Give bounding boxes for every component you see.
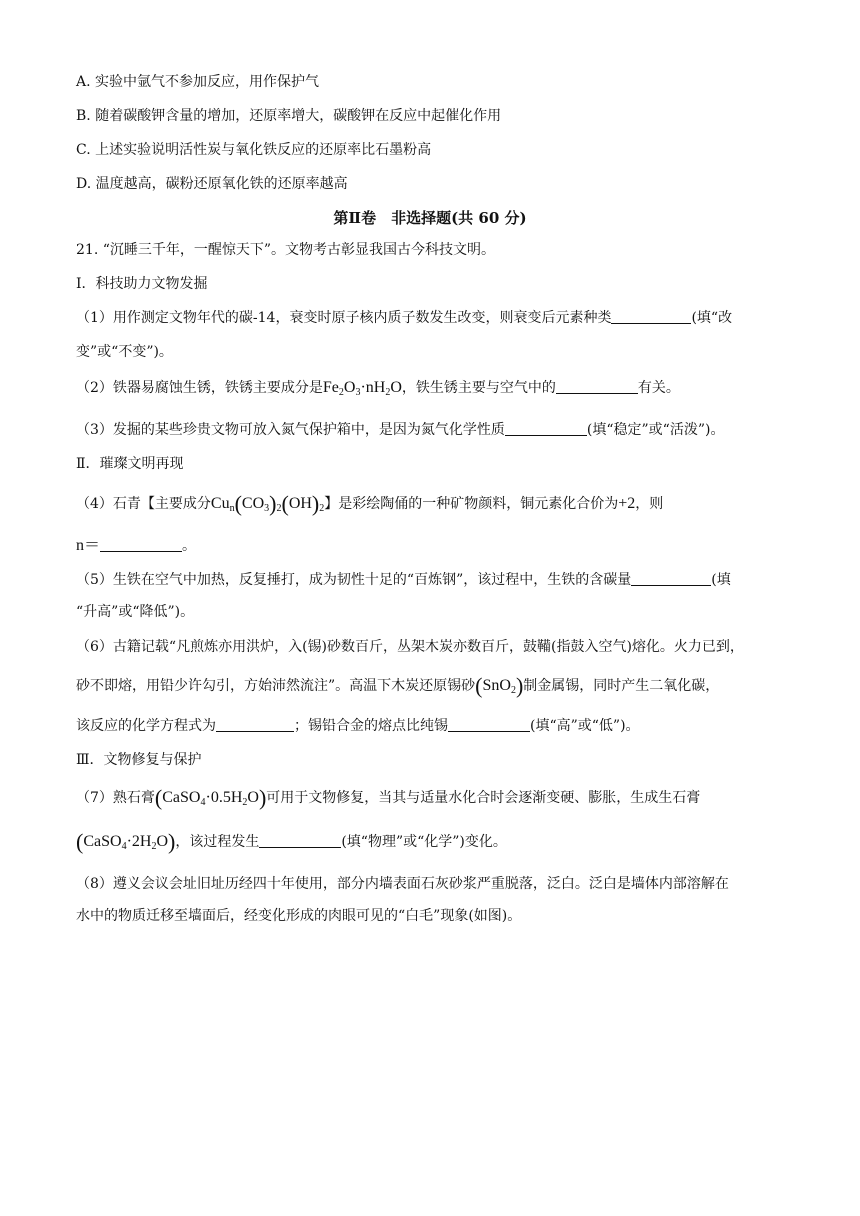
q3-hint: (填“稳定”或“活泼”)。 xyxy=(586,422,725,438)
q4-line1 xyxy=(76,491,800,519)
q7-text-2: 可用于文物修复，当其与适量水化合时会逐渐变硬、膨胀，生成生石膏 xyxy=(266,790,701,806)
q4-valence: +2 xyxy=(618,495,636,512)
q7-line1 xyxy=(76,785,800,813)
q6-text-2: 制金属锡，同时产生二氧化碳， xyxy=(523,678,720,694)
q6-text-4: ；锡铅合金的熔点比纯锡 xyxy=(294,718,448,734)
q7-formula-1: $(CaSO_4\cdot 0.5H_2O)$ xyxy=(154,785,267,810)
q5-text: （5）生铁在空气中加热，反复捶打，成为韧性十足的“百炼钢”，该过程中，生铁的含碳量 xyxy=(76,572,632,588)
part-1-heading: Ⅰ．科技助力文物发掘 xyxy=(76,276,208,292)
q21-intro: 21. “沉睡三千年，一醒惊天下”。文物考古彰显我国古今科技文明。 xyxy=(76,242,496,258)
q7-text-3: ，该过程发生 xyxy=(175,834,260,850)
q6-text-3: 该反应的化学方程式为 xyxy=(76,718,216,734)
q3-line xyxy=(76,420,800,440)
q5-answer-blank[interactable] xyxy=(631,571,711,586)
q5-line2: “升高”或“降低”)。 xyxy=(76,604,195,620)
section-title: 第Ⅱ卷 非选择题(共 60 分) xyxy=(333,209,527,227)
q4-answer-blank[interactable] xyxy=(100,537,182,552)
q4-text-2: 】是彩绘陶俑的一种矿物颜料，铜元素化合价为 xyxy=(324,496,619,512)
part-2-heading: Ⅱ．璀璨文明再现 xyxy=(76,456,184,472)
q7-line2 xyxy=(76,829,800,857)
q7-hint: (填“物理”或“化学”)变化。 xyxy=(341,834,507,850)
q4-text-3: ，则 xyxy=(635,496,664,512)
q4-formula: $Cu_n(CO_3)_2(OH)_2$ xyxy=(210,491,325,516)
option-d: D. 温度越高，碳粉还原氧化铁的还原率越高 xyxy=(76,176,348,192)
q4-n-label: n＝ xyxy=(76,537,101,554)
q1-line1 xyxy=(76,308,800,328)
q4-text: （4）石青【主要成分 xyxy=(76,496,211,512)
q2-formula: $Fe_2O_3\cdot nH_2O$ xyxy=(322,379,402,398)
q4-line2 xyxy=(76,536,800,556)
q5-line1 xyxy=(76,570,800,590)
q3-answer-blank[interactable] xyxy=(505,421,587,436)
q8-line2: 水中的物质迁移至墙面后，经变化形成的肉眼可见的“白毛”现象(如图)。 xyxy=(76,908,522,924)
q6-melting-blank[interactable] xyxy=(448,717,530,732)
q2-line xyxy=(76,378,800,403)
q2-answer-blank[interactable] xyxy=(556,379,638,394)
q2-text-3: 有关。 xyxy=(637,380,680,396)
q7-formula-2: $(CaSO_4\cdot 2H_2O)$ xyxy=(76,829,176,854)
q6-equation-blank[interactable] xyxy=(216,717,294,732)
q1-answer-blank[interactable] xyxy=(611,309,691,324)
q7-answer-blank[interactable] xyxy=(259,833,341,848)
q6-line2 xyxy=(76,673,800,701)
part-3-heading: Ⅲ．文物修复与保护 xyxy=(76,752,202,768)
q6-hint: (填“高”或“低”)。 xyxy=(530,718,640,734)
q6-formula: (SnO$_2$) xyxy=(475,673,524,698)
q1-hint: (填“改 xyxy=(691,310,733,326)
option-c: C. 上述实验说明活性炭与氧化铁反应的还原率比石墨粉高 xyxy=(76,142,432,158)
q8-line1: （8）遵义会议会址旧址历经四十年使用，部分内墙表面石灰砂浆严重脱落，泛白。泛白是墙体内部溶解在 xyxy=(76,876,729,892)
q6-text: 砂不即熔，用铅少许勾引，方始沛然流注”。高温下木炭还原锡砂 xyxy=(76,678,476,694)
option-a: A. 实验中氩气不参加反应，用作保护气 xyxy=(76,74,320,90)
q5-hint: (填 xyxy=(711,572,731,588)
q3-text: （3）发掘的某些珍贵文物可放入氮气保护箱中，是因为氮气化学性质 xyxy=(76,422,505,438)
q6-line1: （6）古籍记载“凡煎炼亦用洪炉，入(锡)砂数百斤，丛架木炭亦数百斤，鼓鞴(指鼓入空气)熔化。火力已到， xyxy=(76,639,744,655)
q6-line3 xyxy=(76,716,800,736)
option-b: B. 随着碳酸钾含量的增加，还原率增大，碳酸钾在反应中起催化作用 xyxy=(76,108,502,124)
q7-text: （7）熟石膏 xyxy=(76,790,155,806)
q4-end: 。 xyxy=(182,538,197,554)
q1-line2: 变”或“不变”)。 xyxy=(76,344,173,360)
q1-text: （1）用作测定文物年代的碳-14，衰变时原子核内质子数发生改变，则衰变后元素种类 xyxy=(76,310,612,326)
q2-text: （2）铁器易腐蚀生锈，铁锈主要成分是 xyxy=(76,380,323,396)
q2-text-2: ，铁生锈主要与空气中的 xyxy=(401,380,556,396)
